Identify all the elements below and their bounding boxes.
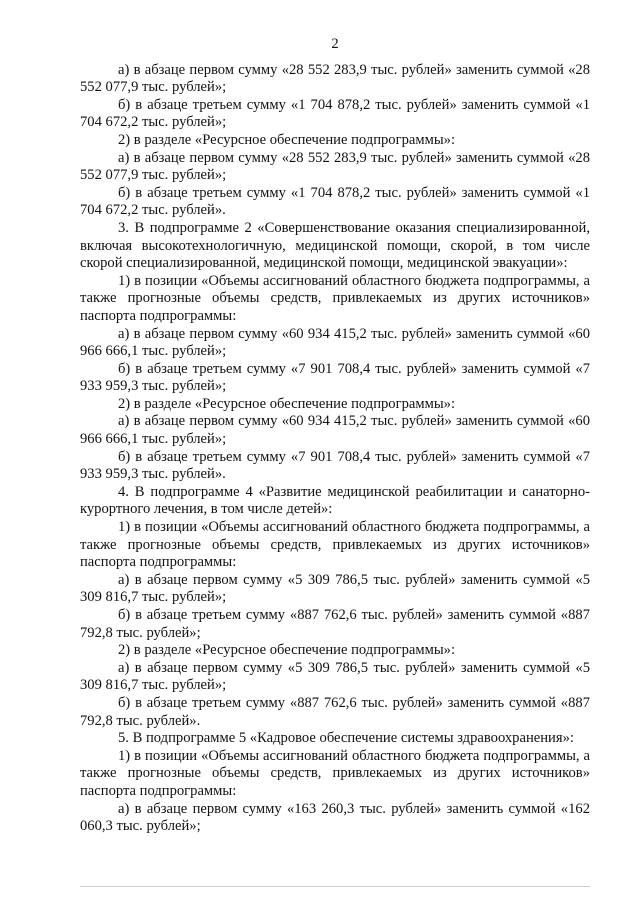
paragraph: 2) в разделе «Ресурсное обеспечение подпрограммы»: <box>118 395 455 412</box>
paragraph: а) в абзаце первом сумму «5 309 786,5 тыс. рублей» заменить суммой «5 309 816,7 тыс. рублей»; <box>80 659 590 694</box>
paragraph: б) в абзаце третьем сумму «1 704 878,2 тыс. рублей» заменить суммой «1 704 672,2 тыс. рублей»; <box>80 96 590 131</box>
paragraph: 5. В подпрограмме 5 «Кадровое обеспечение системы здравоохранения»: <box>118 730 574 747</box>
paragraph: б) в абзаце третьем сумму «887 762,6 тыс. рублей» заменить суммой «887 792,8 тыс. рублей»; <box>80 607 590 641</box>
paragraph: 2) в разделе «Ресурсное обеспечение подпрограммы»: <box>118 131 455 148</box>
page-number: 2 <box>331 36 339 52</box>
document-page <box>80 36 590 836</box>
paragraph: 2) в разделе «Ресурсное обеспечение подпрограммы»: <box>118 642 455 659</box>
paragraph: а) в абзаце первом сумму «60 934 415,2 тыс. рублей» заменить суммой «60 966 666,1 тыс. рублей»; <box>80 325 590 360</box>
paragraph: б) в абзаце третьем сумму «887 762,6 тыс. рублей» заменить суммой «887 792,8 тыс. рублей». <box>80 694 590 729</box>
paragraph: 1) в позиции «Объемы ассигнований областного бюджета подпрограммы, а также прогнозные объемы средств, привлекаемых из других источников» паспорта подпрограммы: <box>80 272 590 324</box>
paragraph: а) в абзаце первом сумму «163 260,3 тыс. рублей» заменить суммой «162 060,3 тыс. рублей»; <box>80 800 590 835</box>
page-edge-line <box>80 886 590 887</box>
paragraph: а) в абзаце первом сумму «60 934 415,2 тыс. рублей» заменить суммой «60 966 666,1 тыс. рублей»; <box>80 413 590 448</box>
document-body <box>80 62 590 836</box>
paragraph: 4. В подпрограмме 4 «Развитие медицинской реабилитации и санаторно-курортного лечения, в том числе детей»: <box>80 483 590 518</box>
paragraph: б) в абзаце третьем сумму «7 901 708,4 тыс. рублей» заменить суммой «7 933 959,3 тыс. рублей». <box>80 448 590 483</box>
paragraph: б) в абзаце третьем сумму «7 901 708,4 тыс. рублей» заменить суммой «7 933 959,3 тыс. рублей»; <box>80 360 590 395</box>
paragraph: 3. В подпрограмме 2 «Совершенствование оказания специализированной, включая высокотехнологичную, медицинской помощи, скорой, в том числе скорой специализированной, медицинской помощи, медицинской эвакуации»: <box>80 219 590 272</box>
paragraph: а) в абзаце первом сумму «28 552 283,9 тыс. рублей» заменить суммой «28 552 077,9 тыс. рублей»; <box>80 61 590 96</box>
paragraph: 1) в позиции «Объемы ассигнований областного бюджета подпрограммы, а также прогнозные объемы средств, привлекаемых из других источников» паспорта подпрограммы: <box>80 519 590 571</box>
paragraph: а) в абзаце первом сумму «5 309 786,5 тыс. рублей» заменить суммой «5 309 816,7 тыс. рублей»; <box>80 571 590 606</box>
paragraph: а) в абзаце первом сумму «28 552 283,9 тыс. рублей» заменить суммой «28 552 077,9 тыс. рублей»; <box>80 149 590 184</box>
paragraph: 1) в позиции «Объемы ассигнований областного бюджета подпрограммы, а также прогнозные объемы средств, привлекаемых из других источников» паспорта подпрограммы: <box>80 747 590 799</box>
paragraph: б) в абзаце третьем сумму «1 704 878,2 тыс. рублей» заменить суммой «1 704 672,2 тыс. рублей». <box>80 184 590 219</box>
